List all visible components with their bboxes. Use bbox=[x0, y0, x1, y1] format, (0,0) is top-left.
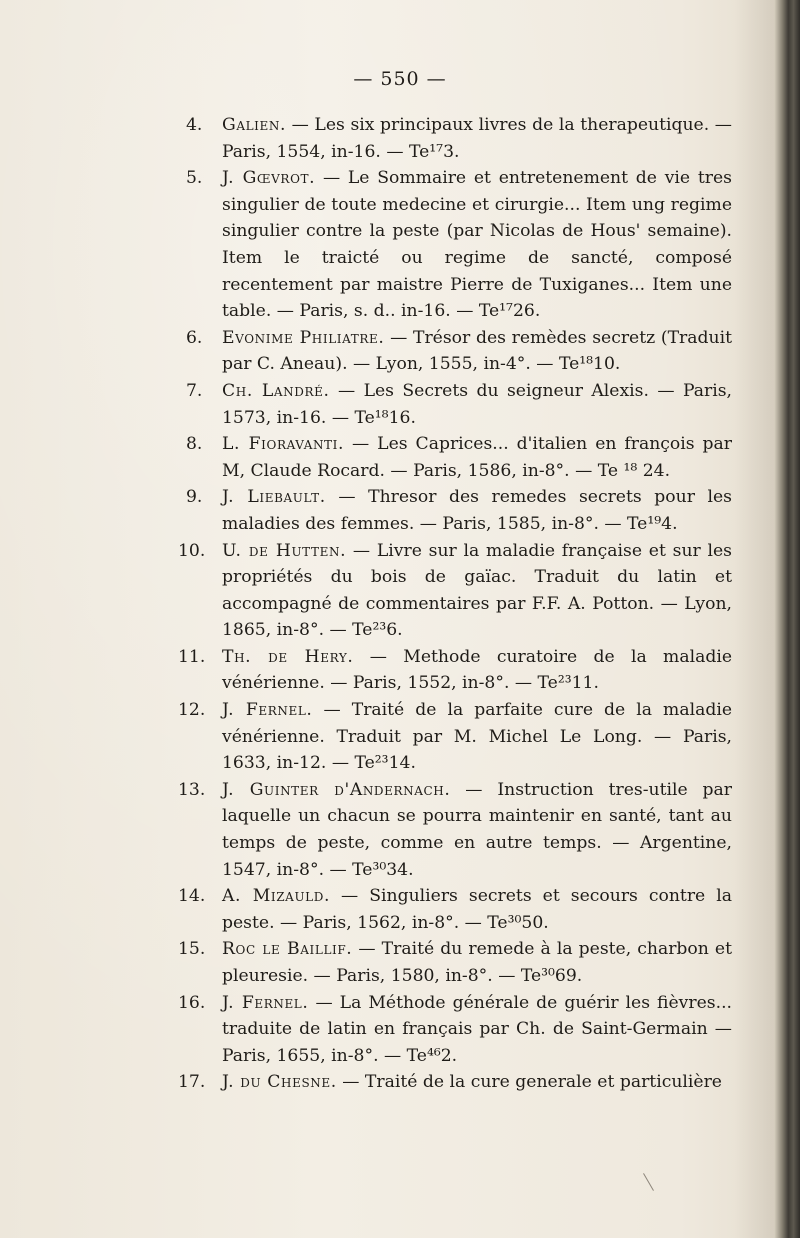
book-binding-edge bbox=[774, 0, 800, 1238]
entry-author: J. Fernel. bbox=[222, 700, 313, 721]
entry-author: J. Gœvrot. bbox=[222, 168, 316, 189]
entry-number: 10. bbox=[178, 540, 206, 561]
entry-author: J. Guinter d'Andernach. bbox=[222, 779, 451, 800]
stray-pen-mark bbox=[643, 1173, 654, 1191]
list-item bbox=[178, 1069, 732, 1096]
entry-author: Evonime Philiatre. bbox=[222, 327, 385, 348]
entry-text: — Thresor des remedes secrets pour les maladies des femmes. — Paris, 1585, in-8°. — Te¹⁹4. bbox=[222, 487, 732, 534]
entry-text: — Traité du remede à la peste, charbon et pleuresie. — Paris, 1580, in-8°. — Te³⁰69. bbox=[222, 939, 732, 986]
entry-number: 15. bbox=[178, 939, 206, 960]
entry-number: 5. bbox=[186, 168, 203, 189]
list-item bbox=[178, 990, 732, 1070]
entry-number: 14. bbox=[178, 886, 206, 907]
list-item bbox=[186, 325, 732, 378]
entry-number: 11. bbox=[178, 646, 206, 667]
entry-number: 16. bbox=[178, 992, 206, 1013]
list-item bbox=[178, 936, 732, 989]
entry-number: 4. bbox=[186, 115, 203, 135]
entry-text: — Methode curatoire de la maladie vénérienne. — Paris, 1552, in-8°. — Te²³11. bbox=[222, 646, 732, 694]
entry-text: — Singuliers secrets et secours contre la peste. — Paris, 1562, in-8°. — Te³⁰50. bbox=[222, 886, 732, 933]
list-item bbox=[178, 644, 732, 697]
page-number: — 550 — bbox=[353, 68, 447, 90]
list-item bbox=[186, 378, 733, 431]
entry-number: 7. bbox=[186, 380, 203, 401]
entry-author: Th. de Hery. bbox=[222, 646, 354, 667]
entry-text: — Traité de la cure generale et particulière bbox=[336, 1072, 722, 1093]
entry-text: — Les six principaux livres de la therapeutique. — Paris, 1554, in-16. — Te¹⁷3. bbox=[222, 115, 732, 162]
list-item bbox=[178, 883, 732, 936]
entry-number: 8. bbox=[186, 434, 203, 455]
list-item bbox=[178, 538, 732, 644]
entry-author: Galien. bbox=[222, 115, 287, 135]
entry-text: — Traité de la parfaite cure de la maladie vénérienne. Traduit par M. Michel Le Long. — Paris, 1633, in-12. — Te²³14. bbox=[222, 700, 732, 774]
entry-text: — Le Sommaire et entretenement de vie tres singulier de toute medecine et cirurgie... Item ung regime singulier contre la peste (par Nicolas de Hous' semaine). Item le traicté ou regime de sancté, composé recentement par maistre Pierre de Tuxiganes... Item une table. — Paris, s. d.. in-16. — Te¹⁷26. bbox=[222, 168, 732, 322]
list-item bbox=[186, 112, 732, 165]
entry-author: L. Fioravanti. bbox=[222, 434, 345, 455]
entry-number: 12. bbox=[178, 700, 206, 721]
entry-text: — Instruction tres-utile par laquelle un chacun se pourra maintenir en santé, tant au temps de peste, comme en autre temps. — Argentine, 1547, in-8°. — Te³⁰34. bbox=[222, 779, 732, 880]
entry-number: 9. bbox=[186, 487, 203, 508]
bibliography-list bbox=[178, 112, 733, 1096]
entry-number: 17. bbox=[178, 1072, 206, 1093]
entry-author: Roc le Baillif. bbox=[222, 939, 353, 960]
entry-number: 13. bbox=[178, 779, 206, 800]
entry-author: Ch. Landré. bbox=[222, 380, 330, 401]
entry-author: J. du Chesne. bbox=[222, 1072, 337, 1093]
entry-text: — Livre sur la maladie française et sur les propriétés du bois de gaïac. Traduit du latin et accompagné de commentaires par F.F. A. Potton. — Lyon, 1865, in-8°. — Te²³6. bbox=[222, 540, 732, 641]
binding-shadow bbox=[734, 0, 774, 1238]
entry-text: — Les Secrets du seigneur Alexis. — Paris, 1573, in-16. — Te¹⁸16. bbox=[222, 380, 733, 428]
list-item bbox=[178, 697, 732, 777]
entry-author: A. Mizauld. bbox=[222, 886, 331, 907]
list-item bbox=[186, 165, 732, 325]
list-item bbox=[186, 431, 732, 484]
entry-author: J. Fernel. bbox=[222, 992, 309, 1013]
list-item bbox=[186, 484, 732, 537]
entry-text: — La Méthode générale de guérir les fièvres... traduite de latin en français par Ch. de Saint-Germain — Paris, 1655, in-8°. — Te⁴⁶2. bbox=[222, 992, 732, 1066]
entry-number: 6. bbox=[186, 327, 203, 348]
entry-text: — Les Caprices... d'italien en françois par M, Claude Rocard. — Paris, 1586, in-8°. — Te ¹⁸ 24. bbox=[222, 434, 732, 481]
entry-author: J. Liebault. bbox=[222, 487, 326, 508]
entry-text: — Trésor des remèdes secretz (Traduit par C. Aneau). — Lyon, 1555, in-4°. — Te¹⁸10. bbox=[222, 327, 732, 375]
list-item bbox=[178, 777, 732, 883]
entry-author: U. de Hutten. bbox=[222, 540, 347, 561]
